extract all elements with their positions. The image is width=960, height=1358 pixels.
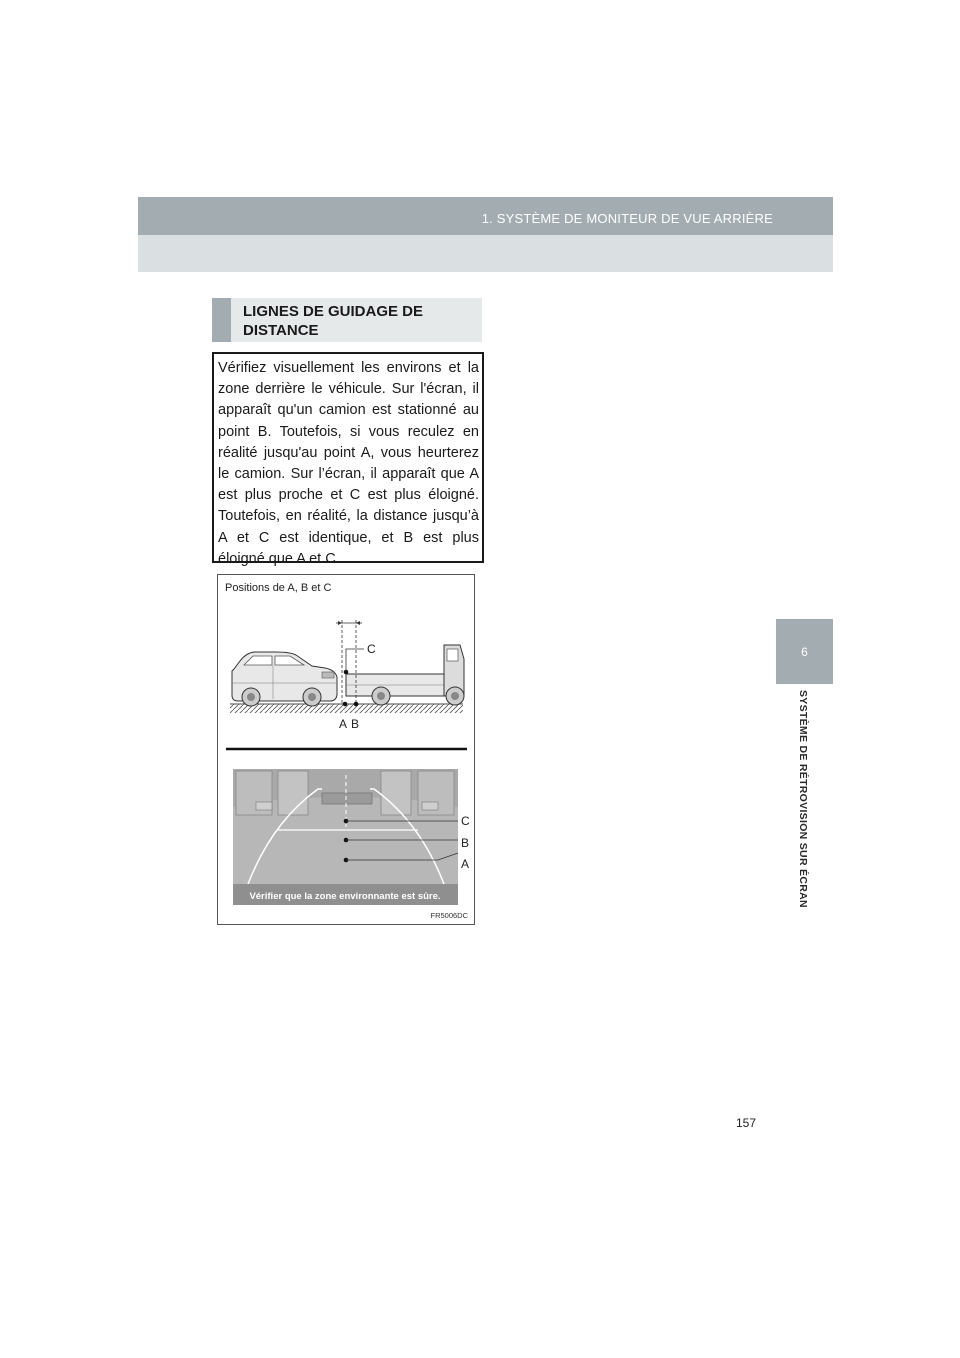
header-band xyxy=(138,197,833,235)
chapter-tab xyxy=(776,619,833,684)
page-number: 157 xyxy=(736,1116,757,1130)
car-icon xyxy=(232,652,337,706)
camera-screen xyxy=(233,769,458,905)
section-heading-text: LIGNES DE GUIDAGE DE DISTANCE xyxy=(243,303,424,339)
point-b-dot xyxy=(354,702,359,707)
figure-code: FR5006DC xyxy=(430,911,468,920)
notice-text: Vérifiez visuellement les environs et la zone derrière le véhicule. Sur l'écran, il apparaît qu'un camion est stationné au point B. Toutefois, si vous reculez en réalité jusqu'au point A, vous heurterez le camion. Sur l’écran, il apparaît que A est plus proche et C est plus éloigné. Toutefois, en réalité, la distance jusqu’à A et C est identique, et B est plus éloigné que A et C. xyxy=(218,360,479,567)
side-label-c: C xyxy=(367,642,376,656)
chapter-number: 6 xyxy=(801,645,808,659)
point-a-dot xyxy=(343,702,348,707)
section-heading xyxy=(212,298,482,342)
figure-caption: Positions de A, B et C xyxy=(225,582,332,594)
notice-box xyxy=(212,352,484,567)
side-label-b: B xyxy=(351,717,360,731)
screen-label-c: C xyxy=(461,814,470,828)
screen-banner: Vérifier que la zone environnante est sûre. xyxy=(249,891,441,902)
side-label-a: A xyxy=(339,717,348,731)
figure xyxy=(217,574,475,925)
header-subband xyxy=(138,235,833,272)
section-heading-bar xyxy=(212,298,231,342)
side-view-illustration xyxy=(218,575,474,924)
screen-label-b: B xyxy=(461,836,470,850)
screen-label-a: A xyxy=(461,857,470,871)
chapter-title-vertical xyxy=(797,690,813,950)
truck-icon xyxy=(346,645,464,705)
chapter-title: SYSTÈME DE RÉTROVISION SUR ÉCRAN xyxy=(797,690,809,908)
header-title: 1. SYSTÈME DE MONITEUR DE VUE ARRIÈRE xyxy=(481,211,773,226)
